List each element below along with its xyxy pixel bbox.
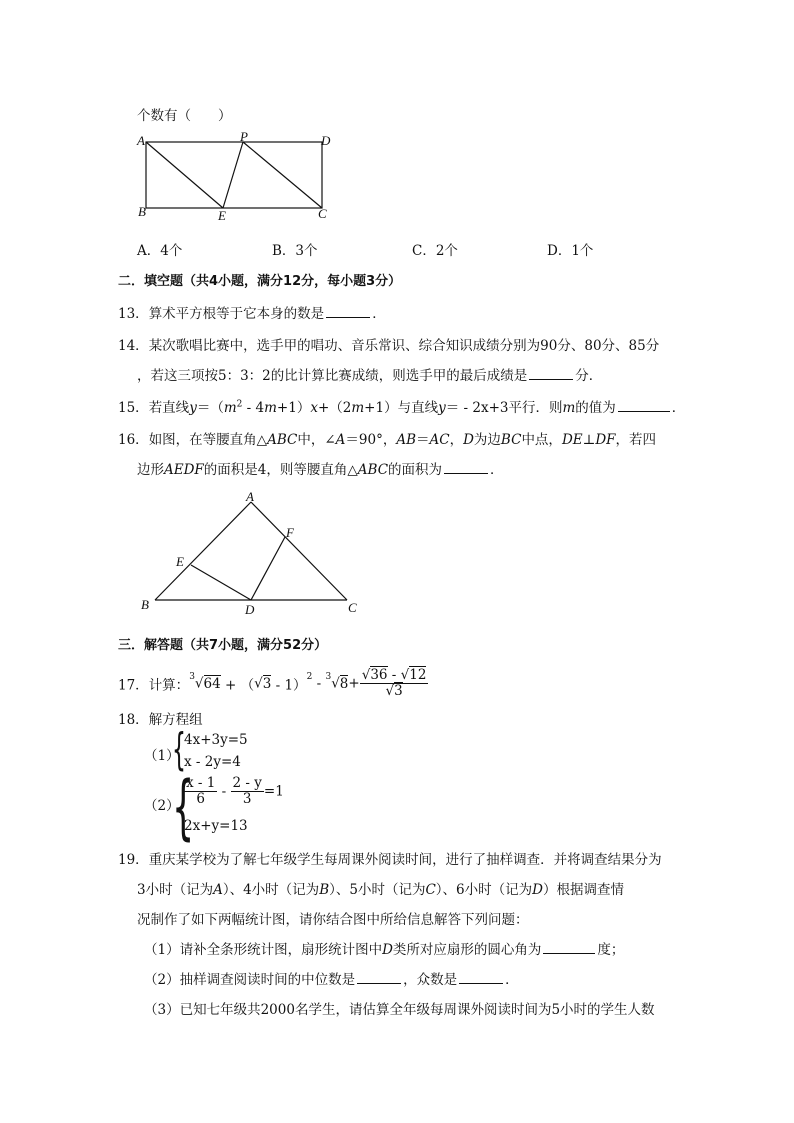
q13-number: 13． xyxy=(118,306,149,322)
q17-radicand-64: 64 xyxy=(203,675,221,692)
q16-t1: 如图，在等腰直角△ xyxy=(148,432,268,448)
q15-t7: ＝ - 2x+3平行．则 xyxy=(445,400,563,416)
q16-t3: ＝90°， xyxy=(345,432,397,448)
q17-cbrt-index: 3 xyxy=(189,672,195,682)
q18-eq1: 4x+3y=5 xyxy=(184,732,248,748)
q19-t3: ）、5小时（记为 xyxy=(329,882,426,898)
q15-var-m4: m xyxy=(562,400,576,416)
q16-abc2: ABC xyxy=(357,462,389,478)
q18-title: 解方程组 xyxy=(148,712,203,728)
q13-blank xyxy=(326,305,370,318)
q19-sub2-t2: ，众数是 xyxy=(403,972,458,988)
q19-t4: ）、6小时（记为 xyxy=(435,882,533,898)
label-d: D xyxy=(245,602,255,617)
q12-option-a: A．4个 xyxy=(137,243,183,259)
q18-frac2 xyxy=(231,776,264,807)
q17-frac-minus: - xyxy=(387,667,401,683)
q17-t4: + xyxy=(348,675,360,692)
label-b: B xyxy=(141,597,149,612)
q19-c: C xyxy=(425,882,436,898)
q18-frac-minus: - xyxy=(217,783,231,800)
q17-exp: 2 xyxy=(306,672,313,682)
q15-var-m2: m xyxy=(264,400,277,416)
q15-t1: 若直线 xyxy=(148,400,190,416)
q15-t5: +（2 xyxy=(317,400,352,416)
label-f: F xyxy=(286,525,294,540)
q19-d: D xyxy=(532,882,543,898)
q12-tail: 个数有（ ） xyxy=(137,108,232,124)
q19-b: B xyxy=(319,882,330,898)
q17-radicand-8: 8 xyxy=(339,675,349,692)
q15-t6: +1）与直线 xyxy=(364,400,439,416)
q18-frac1-num: x - 1 xyxy=(186,775,216,791)
q17-t2: - 1） xyxy=(271,677,307,694)
q16-abc: ABC xyxy=(267,432,298,448)
q14-blank xyxy=(529,367,573,380)
q15-var-y: y xyxy=(189,400,197,416)
segment-ae xyxy=(146,142,223,208)
q19-sub2-blank1 xyxy=(357,971,401,984)
label-e: E xyxy=(176,554,184,569)
q18-frac2-den: 3 xyxy=(242,791,252,807)
q17-t1: + （ xyxy=(220,677,255,694)
q15-number: 15． xyxy=(118,400,149,416)
q12-option-d: D．1个 xyxy=(547,243,594,259)
q17-t3: - xyxy=(312,675,326,692)
q16-df: DF xyxy=(595,432,616,448)
q18-eq3 xyxy=(184,776,284,807)
q15-var-x: x xyxy=(310,400,318,416)
q15 xyxy=(118,396,685,416)
q14-number: 14． xyxy=(118,338,149,354)
q16-t5: 为边 xyxy=(473,432,501,448)
q15-var-m3: m xyxy=(351,400,365,416)
q18-part1-label: （1） xyxy=(144,748,180,764)
q19-a: A xyxy=(213,882,223,898)
q18-frac1-den: 6 xyxy=(196,791,205,807)
q16-t2: 中，∠ xyxy=(297,432,336,448)
q14-line1 xyxy=(118,334,659,354)
q16-t4: ， xyxy=(449,432,464,448)
q19-sub2 xyxy=(144,968,519,988)
segment-ba xyxy=(155,502,251,600)
q16-figure xyxy=(138,488,363,618)
segment-de xyxy=(191,565,251,600)
rectangle-abcd xyxy=(146,142,322,208)
q16-t6: 中点， xyxy=(521,432,562,448)
q16-ac: AC xyxy=(429,432,450,448)
label-a: A xyxy=(246,489,254,504)
section3-title: 三．解答题（共7小题，满分52分） xyxy=(118,638,328,653)
q18-title-line xyxy=(118,708,203,728)
q19-t2: ）、4小时（记为 xyxy=(222,882,320,898)
q15-var-y2: y xyxy=(438,400,446,416)
label-c: C xyxy=(318,206,327,221)
label-b: B xyxy=(138,204,146,219)
q19-sub3: （3）已知七年级共2000名学生，请估算全年级每周课外阅读时间为5小时的学生人数 xyxy=(144,1002,655,1018)
q19-sub1-blank xyxy=(543,941,595,954)
q15-exp: 2 xyxy=(236,399,243,410)
q17: 17．计算：$^3$√64 + （√3 - 1）$^2$ - $^3$√8+ $\frac{√36 - √12}{√3}$ xyxy=(118,667,427,699)
q17-number: 17． xyxy=(118,677,149,694)
q18-part2-label: （2） xyxy=(144,798,180,814)
q14-line2 xyxy=(137,364,602,384)
q19-line3: 况制作了如下两幅统计图，请你结合图中所给信息解答下列问题： xyxy=(137,912,529,928)
q19-t1: 3小时（记为 xyxy=(137,882,214,898)
q12-option-c: C．2个 xyxy=(412,243,458,259)
q17-radicand-den3: 3 xyxy=(394,683,403,699)
q19-line2 xyxy=(137,878,624,898)
segment-pc xyxy=(243,142,322,208)
q19-sub1-t2: 类所对应扇形的圆心角为 xyxy=(392,942,542,958)
q19-t5: ）根据调查情 xyxy=(542,882,624,898)
label-a: A xyxy=(137,133,145,148)
q15-end: ． xyxy=(671,400,686,416)
label-p: P xyxy=(240,130,248,144)
q19-sub2-t1: （2）抽样调查阅读时间的中位数是 xyxy=(144,972,356,988)
segment-ep xyxy=(223,142,243,208)
q17-radicand-3: 3 xyxy=(262,675,272,692)
q12-option-b: B．3个 xyxy=(272,243,318,259)
q19-line1 xyxy=(118,848,662,868)
q16-line1 xyxy=(118,428,656,448)
q16-eq: ＝ xyxy=(416,432,430,448)
q19-sub2-blank2 xyxy=(459,971,503,984)
q12-figure xyxy=(135,130,345,225)
q16-t7: ，若四 xyxy=(615,432,657,448)
label-e: E xyxy=(218,208,226,223)
q18-brace2: { xyxy=(172,766,195,848)
q14-line2-text: ，若这三项按5：3：2的比计算比赛成绩，则选手甲的最后成绩是 xyxy=(137,368,528,384)
q16-a: A xyxy=(335,432,346,448)
q16-t10: 的面积为 xyxy=(388,462,443,478)
q19-sub1 xyxy=(144,938,624,958)
q16-end: ． xyxy=(490,462,504,478)
q19-sub2-end: ． xyxy=(505,972,519,988)
q16-aedf: AEDF xyxy=(164,462,204,478)
q19-sub1-end: 度； xyxy=(597,942,625,958)
q15-t2: ＝（ xyxy=(196,400,224,416)
label-c: C xyxy=(348,600,357,615)
q18-eq2: x - 2y=4 xyxy=(184,754,241,770)
q16-bc: BC xyxy=(500,432,522,448)
q18-frac-eq: =1 xyxy=(263,783,284,800)
q16-perp: ⊥ xyxy=(582,432,596,448)
q17-label: 计算： xyxy=(148,677,190,694)
q16-number: 16． xyxy=(118,432,149,448)
q18-frac1 xyxy=(184,776,217,807)
q16-line2 xyxy=(137,458,504,478)
q13-text: 算术平方根等于它本身的数是 xyxy=(148,306,325,322)
q19-line1-text: 重庆某学校为了解七年级学生每周课外阅读时间，进行了抽样调查．并将调查结果分为 xyxy=(148,852,662,868)
section2-title: 二．填空题（共4小题，满分12分，每小题3分） xyxy=(118,274,402,289)
q18-frac2-num: 2 - y xyxy=(232,775,262,791)
q15-t4: +1） xyxy=(276,400,311,416)
q16-ab: AB xyxy=(396,432,416,448)
q15-t3: - 4 xyxy=(242,400,265,416)
q16-de: DE xyxy=(561,432,583,448)
q14-end: 分． xyxy=(575,368,603,384)
q19-sub1-d: D xyxy=(382,942,393,958)
q15-blank xyxy=(618,399,670,412)
segment-ac xyxy=(251,502,347,600)
q18-brace1: { xyxy=(172,724,186,775)
label-d: D xyxy=(321,133,331,148)
q18-eq4: 2x+y=13 xyxy=(184,818,248,834)
q16-t9: 的面积是4，则等腰直角△ xyxy=(203,462,358,478)
segment-df xyxy=(251,537,285,600)
q16-blank xyxy=(444,461,488,474)
q15-t8: 的值为 xyxy=(575,400,616,416)
q17-radicand-36: 36 xyxy=(370,667,388,683)
q17-radicand-12: 12 xyxy=(409,667,427,683)
q19-sub1-t1: （1）请补全条形统计图，扇形统计图中 xyxy=(144,942,383,958)
q18-number: 18． xyxy=(118,712,149,728)
q17-fraction: $\frac{√36 - √12}{√3}$ xyxy=(361,667,427,699)
q17-cbrt-index2: 3 xyxy=(325,672,332,682)
q13-end: ． xyxy=(372,306,386,322)
q16-t8: 边形 xyxy=(137,462,164,478)
q16-d: D xyxy=(463,432,474,448)
q15-var-m: m xyxy=(223,400,237,416)
q14-line1-text: 某次歌唱比赛中，选手甲的唱功、音乐常识、综合知识成绩分别为90分、80分、85分 xyxy=(148,338,660,354)
q19-number: 19． xyxy=(118,852,149,868)
q13 xyxy=(118,302,386,322)
